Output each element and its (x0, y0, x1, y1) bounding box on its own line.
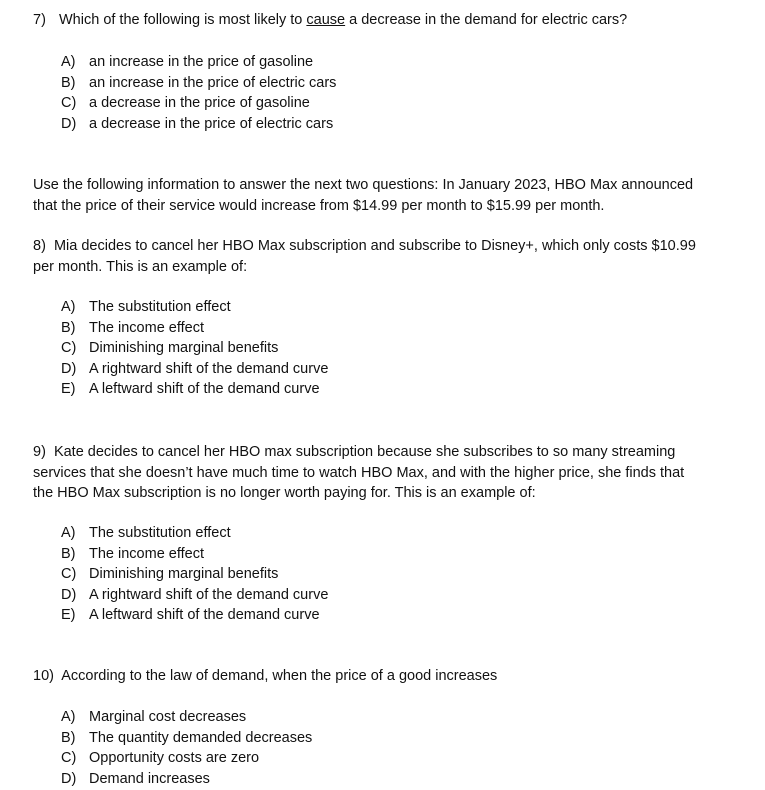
question-9-line-1: 9) Kate decides to cancel her HBO max subscription because she subscribes to so many streaming (33, 444, 676, 460)
option-letter: D) (61, 770, 77, 787)
option-letter: C) (61, 750, 77, 766)
option-d[interactable] (61, 769, 312, 790)
question-7-stem (33, 10, 745, 31)
question-7-options (61, 52, 336, 134)
option-text: The quantity demanded decreases (89, 729, 313, 746)
option-d[interactable] (61, 585, 328, 606)
option-letter: D) (61, 115, 77, 132)
option-letter: E) (61, 607, 76, 623)
option-letter: B) (61, 74, 76, 91)
option-d[interactable] (61, 114, 336, 135)
question-10-options (61, 707, 312, 789)
option-text: A leftward shift of the demand curve (89, 607, 320, 623)
option-text: a decrease in the price of electric cars (89, 115, 334, 132)
question-8-line-2: per month. This is an example of: (33, 258, 248, 275)
question-7-number: 7) (33, 12, 46, 28)
option-letter: D) (61, 586, 77, 603)
info-line-1: Use the following information to answer the next two questions: In January 2023, HBO Max announced (33, 177, 694, 193)
option-text: A leftward shift of the demand curve (89, 381, 320, 397)
question-10 (33, 666, 745, 687)
option-b[interactable] (61, 728, 312, 749)
option-a[interactable] (61, 52, 336, 73)
option-a[interactable] (61, 523, 328, 544)
option-a[interactable] (61, 297, 328, 318)
question-7-text-after: a decrease in the demand for electric cars? (345, 12, 628, 28)
question-9-line-3: the HBO Max subscription is no longer worth paying for. This is an example of: (33, 485, 536, 501)
question-7-underlined-word: cause (306, 12, 346, 28)
option-letter: C) (61, 95, 77, 111)
option-letter: A) (61, 525, 76, 541)
question-10-line-1: 10) According to the law of demand, when the price of a good increases (33, 668, 498, 684)
option-letter: B) (61, 319, 76, 336)
question-9-options (61, 523, 328, 626)
option-letter: B) (61, 729, 76, 746)
option-b[interactable] (61, 544, 328, 565)
option-text: Demand increases (89, 770, 210, 787)
option-text: Diminishing marginal benefits (89, 566, 279, 582)
option-d[interactable] (61, 359, 328, 380)
question-7-text-before: Which of the following is most likely to (59, 12, 307, 28)
option-text: The income effect (89, 545, 204, 562)
option-text: a decrease in the price of gasoline (89, 95, 310, 111)
question-7 (33, 10, 745, 31)
option-letter: B) (61, 545, 76, 562)
option-c[interactable] (61, 93, 336, 114)
option-text: The substitution effect (89, 299, 231, 315)
option-e[interactable] (61, 379, 328, 400)
question-8-line-1: 8) Mia decides to cancel her HBO Max subscription and subscribe to Disney+, which only costs $10.99 (33, 238, 696, 254)
shared-info-paragraph (33, 175, 745, 216)
info-line-2: that the price of their service would increase from $14.99 per month to $15.99 per month. (33, 197, 605, 214)
option-a[interactable] (61, 707, 312, 728)
option-c[interactable] (61, 338, 328, 359)
option-text: The substitution effect (89, 525, 231, 541)
option-text: Opportunity costs are zero (89, 750, 260, 766)
option-c[interactable] (61, 748, 312, 769)
option-e[interactable] (61, 605, 328, 626)
question-9 (33, 442, 745, 504)
option-c[interactable] (61, 564, 328, 585)
option-text: A rightward shift of the demand curve (89, 586, 329, 603)
question-8 (33, 236, 745, 277)
option-text: an increase in the price of gasoline (89, 54, 314, 70)
option-text: Marginal cost decreases (89, 709, 247, 725)
option-letter: A) (61, 299, 76, 315)
option-text: Diminishing marginal benefits (89, 340, 279, 356)
option-letter: C) (61, 340, 77, 356)
option-letter: E) (61, 381, 76, 397)
option-b[interactable] (61, 73, 336, 94)
question-8-options (61, 297, 328, 400)
option-letter: A) (61, 54, 76, 70)
option-text: A rightward shift of the demand curve (89, 360, 329, 377)
question-9-line-2: services that she doesn’t have much time to watch HBO Max, and with the higher price, she finds that (33, 464, 685, 481)
option-text: The income effect (89, 319, 204, 336)
option-letter: D) (61, 360, 77, 377)
option-b[interactable] (61, 318, 328, 339)
option-letter: A) (61, 709, 76, 725)
option-letter: C) (61, 566, 77, 582)
option-text: an increase in the price of electric cars (89, 74, 337, 91)
